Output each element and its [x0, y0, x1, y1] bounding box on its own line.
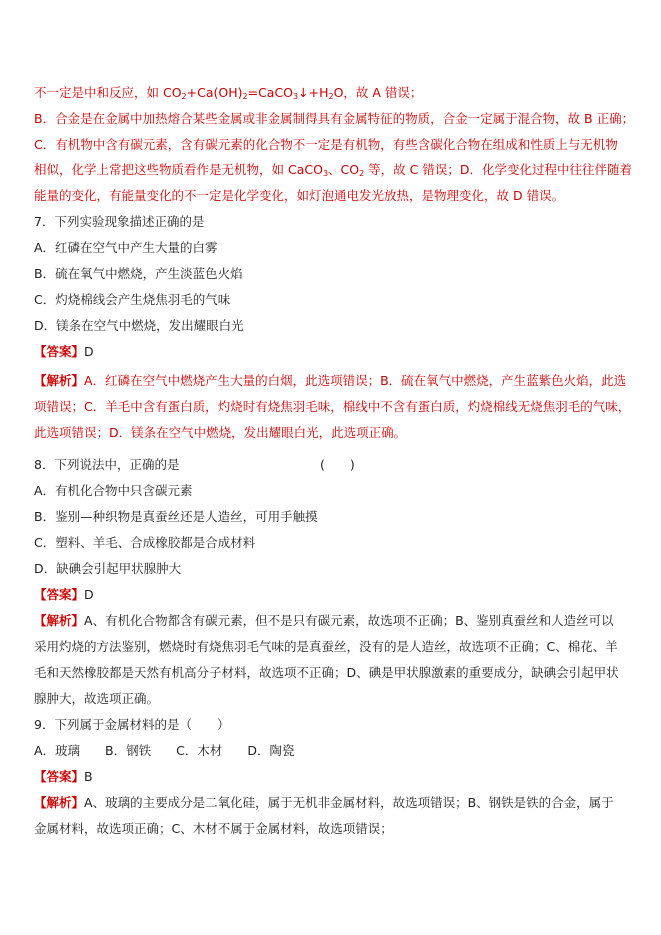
prev-analysis-line-5: 能量的变化，有能量变化的不一定是化学变化，如灯泡通电发光放热，是物理变化，故 D 错误。: [34, 188, 565, 203]
q7-stem: 7．下列实验现象描述正确的是: [34, 214, 205, 229]
q7-option-b: B．硫在氧气中燃烧，产生淡蓝色火焰: [34, 266, 243, 281]
analysis-label: 【解析】: [34, 795, 85, 810]
text: 不一定是中和反应，如 CO: [34, 85, 182, 100]
q7-answer: [34, 343, 94, 361]
q7-analysis-line-3: 此选项错误；D．镁条在空气中燃烧，发出耀眼白光，此选项正确。: [34, 425, 407, 440]
q8-analysis-line-2: 采用灼烧的方法鉴别，燃烧时有烧焦羽毛气味的是真蚕丝，没有的是人造丝，故选项不正确；C、棉花、羊: [34, 639, 618, 654]
q8-answer: [34, 586, 94, 604]
q9-stem: 9．下列属于金属材料的是（ ）: [34, 717, 230, 732]
text: +Ca(OH): [186, 85, 243, 100]
text: O，故 A 错误；: [333, 85, 423, 100]
prev-analysis-line-1: [34, 84, 422, 106]
analysis-label: 【解析】: [34, 613, 85, 628]
text: 等，故 C 错误；D．化学变化过程中往往伴随着: [364, 162, 632, 177]
q8-option-d: D．缺碘会引起甲状腺肿大: [34, 561, 182, 576]
q7-option-a: A．红磷在空气中产生大量的白雾: [34, 240, 218, 255]
q9-options: A．玻璃 B．钢铁 C．木材 D．陶瓷: [34, 743, 295, 758]
text: A、有机化合物都含有碳元素，但不是只有碳元素，故选项不正确；B、鉴别真蚕丝和人造丝可以: [84, 613, 614, 628]
q7-option-d: D．镁条在空气中燃烧，发出耀眼白光: [34, 318, 244, 333]
subscript: 2: [328, 92, 334, 101]
analysis-label: 【解析】: [34, 373, 85, 388]
q8-bracket: ( ): [320, 457, 355, 472]
answer-value: B: [84, 769, 93, 784]
text: A、玻璃的主要成分是二氧化硅，属于无机非金属材料，故选项错误；B、钢铁是铁的合金，属于: [84, 795, 614, 810]
q8-stem: 8．下列说法中，正确的是: [34, 457, 180, 472]
text: ↓+H: [298, 85, 329, 100]
q9-analysis-line-2: 金属材料，故选项正确；C、木材不属于金属材料，故选项错误；: [34, 821, 393, 836]
text: 相似，化学上常把这些物质看作是无机物，如 CaCO: [34, 162, 323, 177]
q7-option-c: C．灼烧棉线会产生烧焦羽毛的气味: [34, 292, 231, 307]
text: A．红磷在空气中燃烧产生大量的白烟，此选项错误；B．硫在氧气中燃烧，产生蓝紫色火焰，此选: [84, 373, 627, 388]
subscript: 2: [359, 169, 365, 178]
prev-analysis-line-2: B．合金是在金属中加热熔合某些金属或非金属制得具有金属特征的物质，合金一定属于混合物，故 B 正确；: [34, 111, 635, 126]
q8-analysis-line-1: [34, 612, 614, 630]
prev-analysis-line-3: C．有机物中含有碳元素，含有碳元素的化合物不一定是有机物，有些含碳化合物在组成和性质上与无机物: [34, 137, 618, 152]
q8-option-a: A．有机化合物中只含碳元素: [34, 483, 193, 498]
subscript: 2: [181, 92, 187, 101]
answer-label: 【答案】: [34, 344, 85, 359]
q9-analysis-line-1: [34, 794, 614, 812]
q7-analysis-line-1: [34, 372, 626, 390]
text: 、CO: [328, 162, 360, 177]
subscript: 3: [322, 169, 329, 178]
q8-option-c: C．塑料、羊毛、合成橡胶都是合成材料: [34, 535, 256, 550]
prev-analysis-line-4: [34, 161, 632, 183]
answer-label: 【答案】: [34, 769, 85, 784]
q7-analysis-line-2: 项错误；C．羊毛中含有蛋白质，灼烧时有烧焦羽毛味，棉线中不含有蛋白质，灼烧棉线无烧焦羽毛的气味，: [34, 399, 631, 414]
answer-value: D: [84, 344, 94, 359]
text: =CaCO: [247, 85, 294, 100]
q9-answer: [34, 768, 93, 786]
q8-analysis-line-4: 腺肿大，故选项正确。: [34, 691, 160, 706]
subscript: 2: [242, 92, 248, 101]
answer-label: 【答案】: [34, 587, 85, 602]
answer-value: D: [84, 587, 94, 602]
subscript: 3: [293, 92, 299, 101]
q8-option-b: B．鉴别—种织物是真蚕丝还是人造丝，可用手触摸: [34, 509, 318, 524]
q8-analysis-line-3: 毛和天然橡胶都是天然有机高分子材料，故选项不正确；D、碘是甲状腺激素的重要成分，缺碘会引起甲状: [34, 665, 619, 680]
